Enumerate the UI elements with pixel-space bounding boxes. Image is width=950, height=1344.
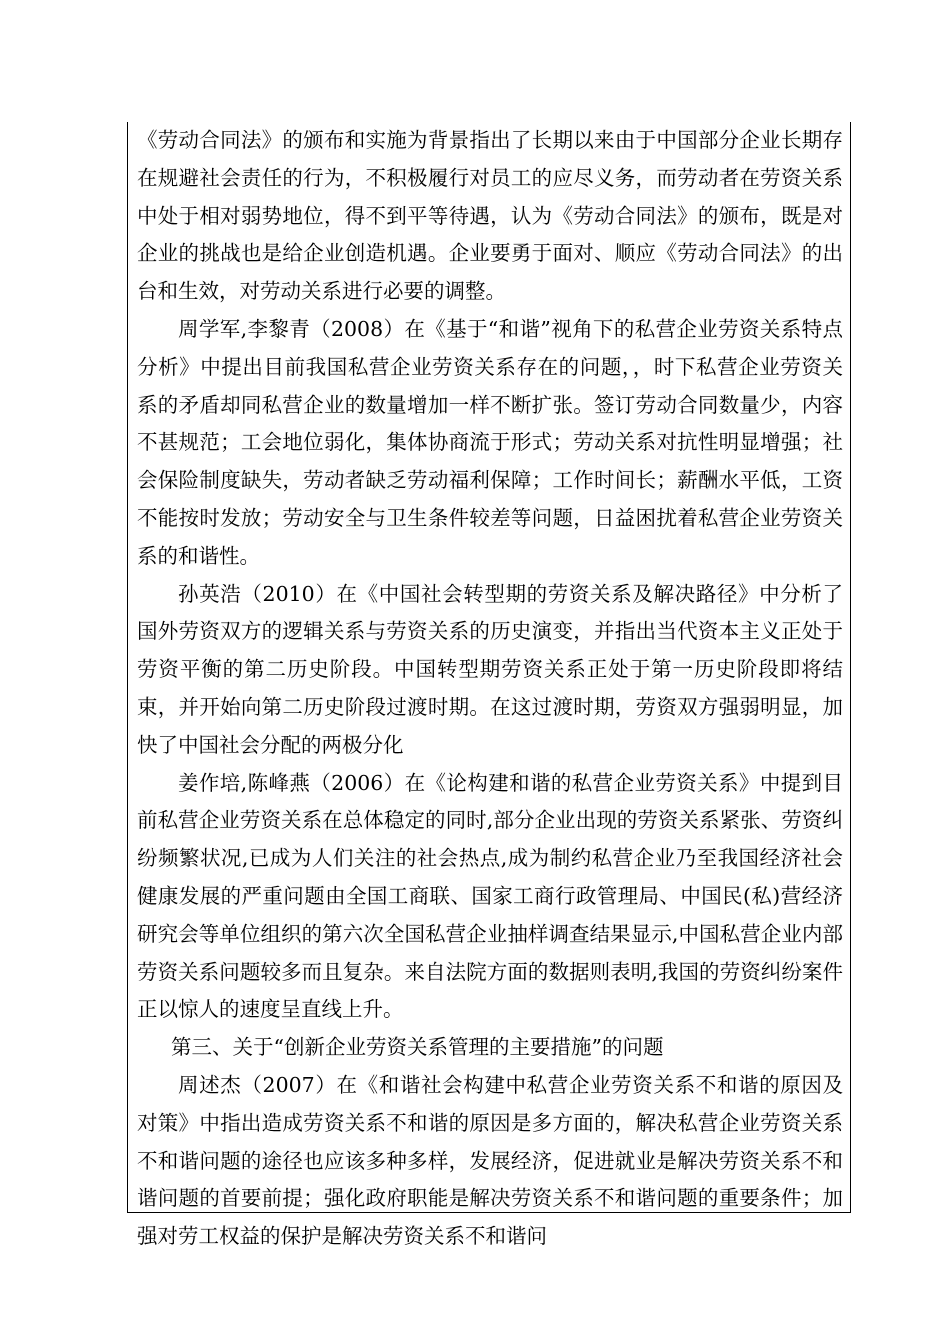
document-body bbox=[137, 122, 843, 1256]
section-heading: 第三、关于“创新企业劳资关系管理的主要措施”的问题 bbox=[171, 1035, 664, 1060]
paragraph-zhou-li-2008: 周学军,李黎青（2008）在《基于“和谐”视角下的私营企业劳资关系特点分析》中提出目前我国私营企业劳资关系存在的问题，，时下私营企业劳资关系的矛盾却同私营企业的数量增加一样不断扩张。签订劳动合同数量少，内容不甚规范；工会地位弱化，集体协商流于形式；劳动关系对抗性明显增强；社会保险制度缺失，劳动者缺乏劳动福利保障；工作时间长；薪酬水平低，工资不能按时发放；劳动安全与卫生条件较差等问题，日益困扰着私营企业劳资关系的和谐性。 bbox=[137, 316, 843, 568]
paragraph-jiang-chen-2006: 姜作培,陈峰燕（2006）在《论构建和谐的私营企业劳资关系》中提到目前私营企业劳资关系在总体稳定的同时,部分企业出现的劳资关系紧张、劳资纠纷频繁状况,已成为人们关注的社会热点,成为制约私营企业乃至我国经济社会健康发展的严重问题由全国工商联、国家工商行政管理局、中国民(私)营经济研究会等单位组织的第六次全国私营企业抽样调查结果显示,中国私营企业内部劳资关系问题较多而且复杂。来自法院方面的数据则表明,我国的劳资纠纷案件正以惊人的速度呈直线上升。 bbox=[137, 770, 843, 1022]
paragraph-labor-contract-law: 《劳动合同法》的颁布和实施为背景指出了长期以来由于中国部分企业长期存在规避社会责任的行为，不积极履行对员工的应尽义务，而劳动者在劳资关系中处于相对弱势地位，得不到平等待遇，认为《劳动合同法》的颁布，既是对企业的挑战也是给企业创造机遇。企业要勇于面对、顺应《劳动合同法》的出台和生效，对劳动关系进行必要的调整。 bbox=[137, 128, 843, 304]
paragraph-zhou-2007: 周述杰（2007）在《和谐社会构建中私营企业劳资关系不和谐的原因及对策》中指出造成劳资关系不和谐的原因是多方面的，解决私营企业劳资关系不和谐问题的途径也应该多种多样，发展经济，促进就业是解决劳资关系不和谐问题的首要前提；强化政府职能是解决劳资关系不和谐问题的重要条件；加强对劳工权益的保护是解决劳资关系不和谐问 bbox=[137, 1072, 843, 1249]
paragraph-sun-2010: 孙英浩（2010）在《中国社会转型期的劳资关系及解决路径》中分析了国外劳资双方的逻辑关系与劳资关系的历史演变，并指出当代资本主义正处于劳资平衡的第二历史阶段。中国转型期劳资关系正处于第一历史阶段即将结束，并开始向第二历史阶段过渡时期。在这过渡时期，劳资双方强弱明显，加快了中国社会分配的两极分化 bbox=[137, 581, 843, 757]
